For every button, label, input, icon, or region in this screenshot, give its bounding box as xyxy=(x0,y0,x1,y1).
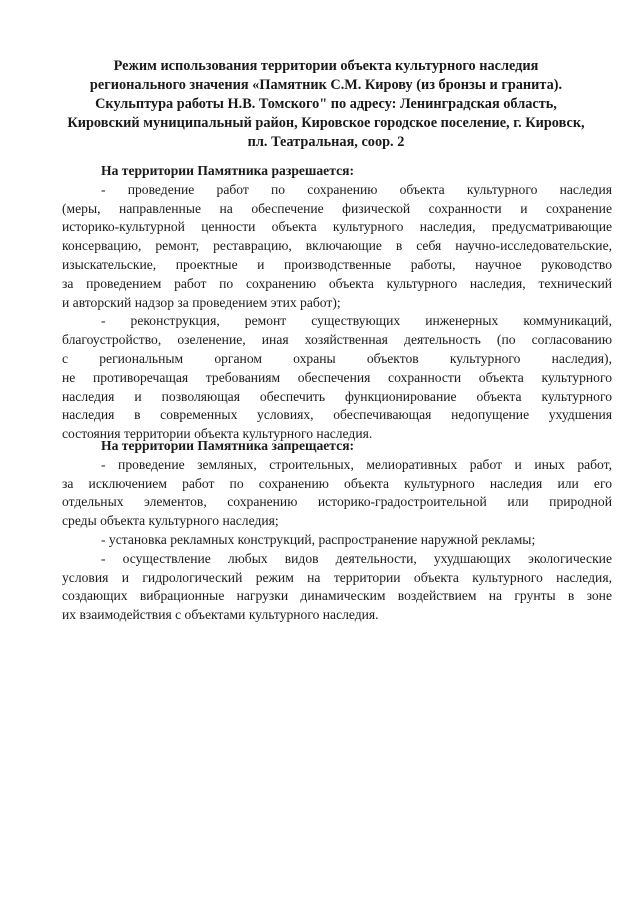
title-line: Режим использования территории объекта культурного наследия xyxy=(113,58,539,74)
text-line: - установка рекламных конструкций, распространение наружной рекламы; xyxy=(101,531,536,547)
text-line: и авторский надзор за проведением этих работ); xyxy=(62,294,341,310)
text-line: за исключением работ по сохранению объекта культурного наследия или его xyxy=(62,475,612,491)
prohibited-heading: На территории Памятника запрещается: xyxy=(101,438,355,453)
prohibited-section xyxy=(62,437,612,625)
title-line: регионального значения «Памятник С.М. Кирову (из бронзы и гранита). xyxy=(89,77,563,93)
text-line: не противоречащая требованиям обеспечения сохранности объекта культурного xyxy=(62,369,612,385)
title-line: Скульптура работы Н.В. Томского" по адресу: Ленинградская область, xyxy=(95,96,557,112)
permitted-section xyxy=(62,162,612,444)
text-line: среды объекта культурного наследия; xyxy=(62,513,279,529)
text-line: историко-культурной ценности объекта культурного наследия, предусматривающие xyxy=(62,219,612,235)
text-line: консервацию, ремонт, реставрацию, включающие в себя научно-исследовательские, xyxy=(62,238,612,254)
text-line: - осуществление любых видов деятельности, ухудшающих экологические xyxy=(101,550,612,566)
prohibited-item xyxy=(62,456,612,531)
title-line: Кировский муниципальный район, Кировское городское поселение, г. Кировск, xyxy=(67,115,585,131)
text-line: условия и гидрологический режим на территории объекта культурного наследия, xyxy=(62,569,612,585)
permitted-item xyxy=(62,312,612,444)
permitted-heading: На территории Памятника разрешается: xyxy=(101,163,354,178)
text-line: с региональным органом охраны объектов культурного наследия), xyxy=(62,350,612,366)
text-line: их взаимодействия с объектами культурного наследия. xyxy=(62,607,379,623)
text-line: - проведение земляных, строительных, мелиоративных работ и иных работ, xyxy=(101,456,612,472)
document-title xyxy=(60,57,592,152)
text-line: наследия и позволяющая обеспечить функционирование объекта культурного xyxy=(62,388,612,404)
title-line: пл. Театральная, соор. 2 xyxy=(247,134,405,150)
permitted-item xyxy=(62,181,612,313)
text-line: отдельных элементов, сохранению историко-градостроительной или природной xyxy=(62,494,612,510)
text-line: за проведением работ по сохранению объекта культурного наследия, технический xyxy=(62,275,612,291)
text-line: - реконструкция, ремонт существующих инженерных коммуникаций, xyxy=(101,313,612,329)
text-line: состояния территории объекта культурного наследия. xyxy=(62,426,373,442)
text-line: изыскательские, проектные и производственные работы, научное руководство xyxy=(62,256,612,272)
text-line: - проведение работ по сохранению объекта культурного наследия xyxy=(101,181,612,197)
text-line: создающих вибрационные нагрузки динамическим воздействием на грунты в зоне xyxy=(62,588,612,604)
text-line: (меры, направленные на обеспечение физической сохранности и сохранение xyxy=(62,200,612,216)
prohibited-item xyxy=(62,531,612,550)
text-line: благоустройство, озеленение, иная хозяйственная деятельность (по согласованию xyxy=(62,332,612,348)
text-line: наследия в современных условиях, обеспечивающая недопущение ухудшения xyxy=(62,407,612,423)
prohibited-item xyxy=(62,550,612,625)
